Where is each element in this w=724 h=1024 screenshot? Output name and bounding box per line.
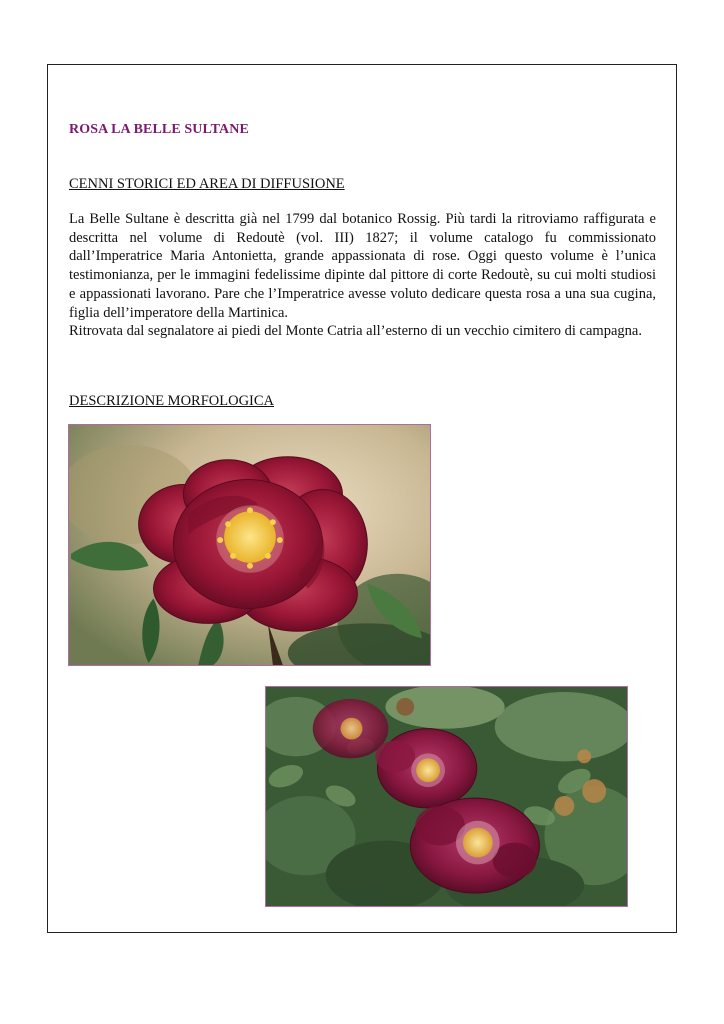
rose-bush-illustration xyxy=(266,687,627,906)
section-heading-history: CENNI STORICI ED AREA DI DIFFUSIONE xyxy=(69,176,345,192)
rose-bush-photo xyxy=(265,686,628,907)
history-paragraph-2: Ritrovata dal segnalatore ai piedi del Monte Catria all’esterno di un vecchio cimitero di campagna. xyxy=(69,323,642,340)
history-body xyxy=(69,210,656,341)
section-heading-morphology: DESCRIZIONE MORFOLOGICA xyxy=(69,393,275,409)
document-title: ROSA LA BELLE SULTANE xyxy=(69,122,249,137)
history-paragraph-1: La Belle Sultane è descritta già nel 1799 dal botanico Rossig. Più tardi la ritroviamo raffigurata e descritta nel volume di Redoutè (vol. III) 1827; il volume catalogo fu commissionato dall’Imperatrice Maria Antonietta, grande appassionata di rose. Oggi questo volume è l’unica testimonianza, per le immagini fedelissime dipinte dal pittore di corte Redoutè, su cui molti studiosi e appassionati lavorano. Pare che l’Imperatrice avesse voluto dedicare questa rosa a una sua cugina, figlia dell’imperatore della Martinica. xyxy=(69,211,656,321)
rose-closeup-photo xyxy=(68,424,431,666)
rose-closeup-illustration xyxy=(69,425,430,665)
